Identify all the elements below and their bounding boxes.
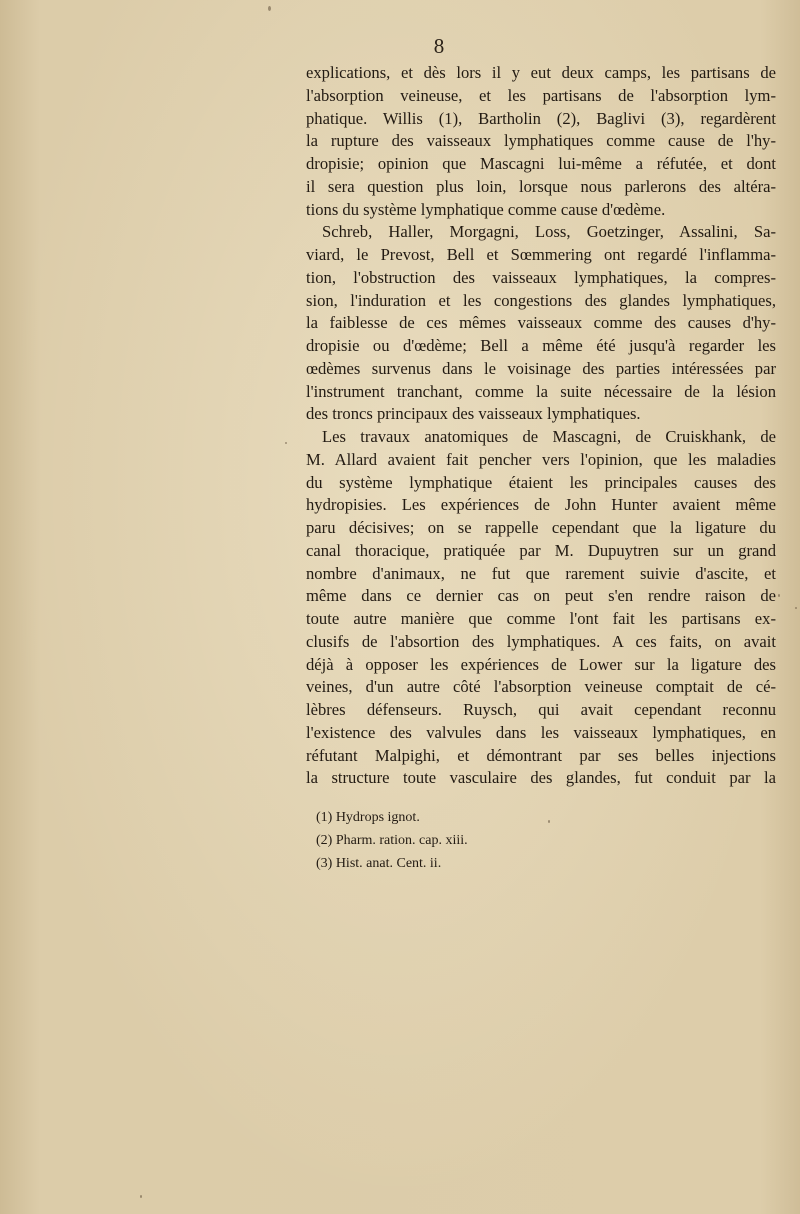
paragraph	[306, 62, 776, 221]
footnote: (3) Hist. anat. Cent. ii.	[316, 856, 442, 871]
paper-speck	[285, 442, 287, 444]
text-line: veines, d'un autre côté l'absorption veineuse comptait de cé-	[306, 677, 776, 697]
paragraph	[306, 221, 776, 426]
paper-speck	[140, 1195, 142, 1198]
text-line: dropisie ou d'œdème; Bell a même été jusqu'à regarder les	[306, 336, 776, 355]
paragraph	[306, 426, 776, 790]
text-line: la rupture des vaisseaux lymphatiques comme cause de l'hy-	[306, 131, 776, 151]
text-line: l'instrument tranchant, comme la suite nécessaire de la lésion	[306, 381, 776, 401]
text-line: la structure toute vasculaire des glandes, fut conduit par la	[306, 768, 776, 788]
footnotes	[316, 806, 468, 875]
paper-speck	[778, 594, 780, 597]
text-line: même dans ce dernier cas on peut s'en rendre raison de	[306, 586, 776, 606]
footnote: (1) Hydrops ignot.	[316, 810, 420, 825]
text-line: réfutant Malpighi, et démontrant par ses belles injections	[306, 745, 776, 765]
text-line: viard, le Prevost, Bell et Sœmmering ont regardé l'inflamma-	[306, 245, 776, 264]
text-line: l'absorption veineuse, et les partisans de l'absorption lym-	[306, 85, 776, 105]
text-line: paru décisives; on se rappelle cependant que la ligature du	[306, 518, 776, 537]
text-line: tions du système lymphatique comme cause d'œdème.	[306, 199, 666, 219]
text-line: lèbres défenseurs. Ruysch, qui avait cependant reconnu	[306, 700, 776, 719]
text-line: hydropisies. Les expériences de John Hunter avaient même	[306, 495, 776, 515]
paper-speck	[795, 607, 797, 609]
text-line: du système lymphatique étaient les principales causes des	[306, 472, 776, 492]
text-line: Les travaux anatomiques de Mascagni, de Cruiskhank, de	[322, 427, 776, 446]
text-line: explications, et dès lors il y eut deux camps, les partisans de	[306, 63, 776, 82]
text-line: canal thoracique, pratiquée par M. Dupuytren sur un grand	[306, 540, 776, 560]
footnote: (2) Pharm. ration. cap. xiii.	[316, 833, 468, 848]
text-line: M. Allard avaient fait pencher vers l'opinion, que les maladies	[306, 449, 776, 469]
paper-speck	[548, 820, 550, 823]
text-line: il sera question plus loin, lorsque nous parlerons des altéra-	[306, 176, 776, 196]
text-line: tion, l'obstruction des vaisseaux lymphatiques, la compres-	[306, 267, 776, 287]
text-line: phatique. Willis (1), Bartholin (2), Baglivi (3), regardèrent	[306, 108, 776, 128]
text-line: œdèmes survenus dans le voisinage des parties intéressées par	[306, 358, 776, 378]
body-text	[306, 62, 776, 790]
text-line: Schreb, Haller, Morgagni, Loss, Goetzinger, Assalini, Sa-	[322, 222, 776, 242]
text-line: dropisie; opinion que Mascagni lui-même a réfutée, et dont	[306, 154, 776, 173]
text-line: nombre d'animaux, ne fut que rarement suivie d'ascite, et	[306, 563, 776, 583]
text-line: clusifs de l'absortion des lymphatiques. A ces faits, on avait	[306, 631, 776, 651]
paper-speck	[268, 6, 271, 11]
text-line: la faiblesse de ces mêmes vaisseaux comme des causes d'hy-	[306, 313, 776, 333]
text-line: toute autre manière que comme l'ont fait les partisans ex-	[306, 609, 776, 628]
text-line: l'existence des valvules dans les vaisseaux lymphatiques, en	[306, 722, 776, 742]
text-line: déjà à opposer les expériences de Lower sur la ligature des	[306, 654, 776, 674]
text-line: sion, l'induration et les congestions des glandes lymphatiques,	[306, 290, 776, 310]
page-number: 8	[433, 34, 445, 58]
text-line: des troncs principaux des vaisseaux lymphatiques.	[306, 404, 641, 424]
